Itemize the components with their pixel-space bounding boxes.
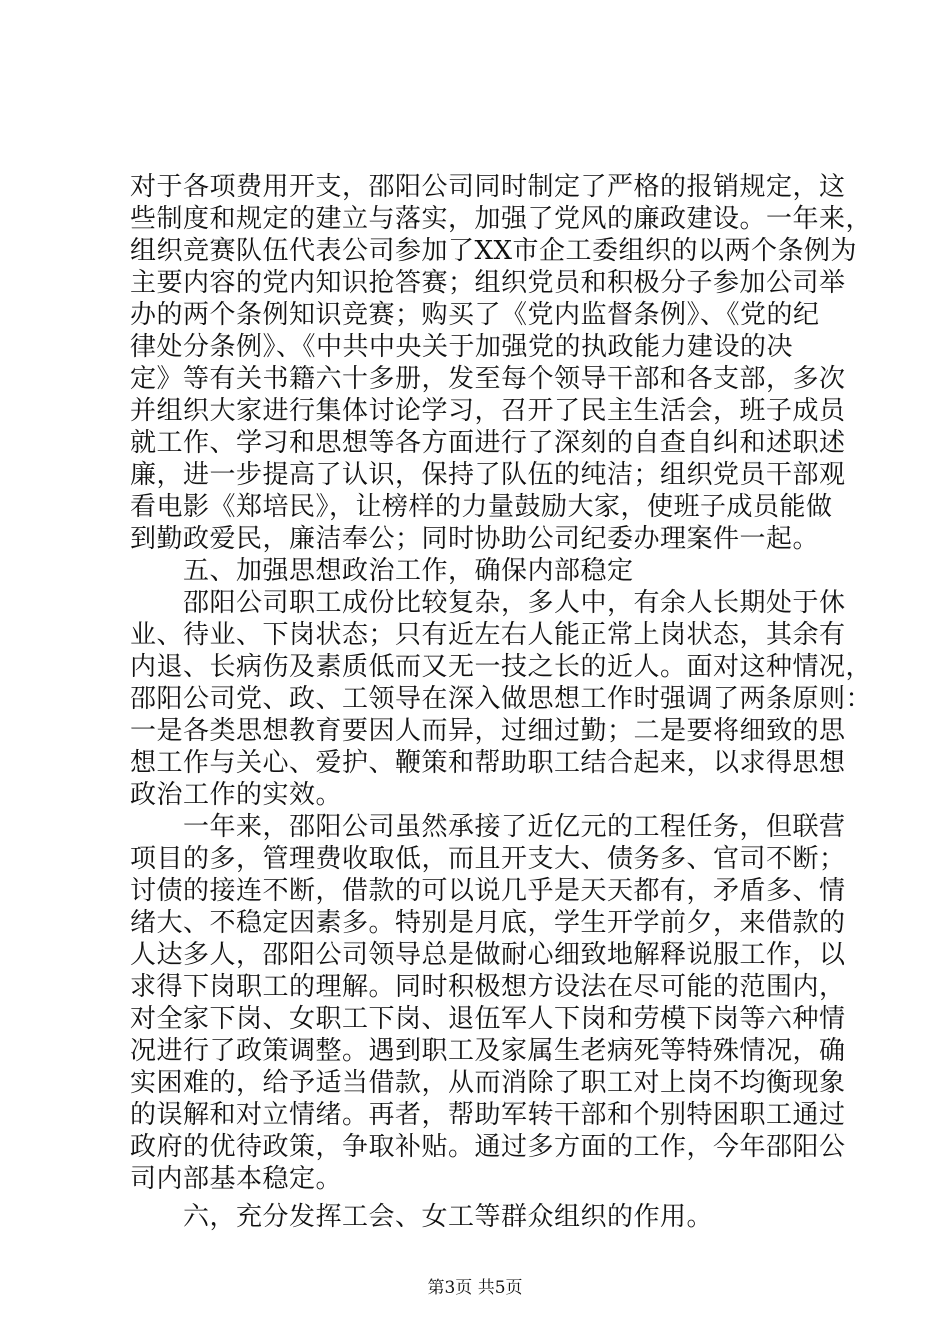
text-line: 一是各类思想教育要因人而异，过细过勤；二是要将细致的思 xyxy=(130,716,846,746)
text-line: 定》等有关书籍六十多册，发至每个领导干部和各支部，多次 xyxy=(130,364,846,394)
text-line: 邵阳公司党、政、工领导在深入做思想工作时强调了两条原则： xyxy=(130,684,873,714)
text-line: 对于各项费用开支，邵阳公司同时制定了严格的报销规定，这 xyxy=(130,172,846,202)
section-heading: 六，充分发挥工会、女工等群众组织的作用。 xyxy=(130,1202,714,1232)
text-line: 主要内容的党内知识抢答赛；组织党员和积极分子参加公司举 xyxy=(130,268,846,298)
text-line: 的误解和对立情绪。再者，帮助军转干部和个别特困职工通过 xyxy=(130,1100,846,1130)
text-line: 内退、长病伤及素质低而又无一技之长的近人。面对这种情况， xyxy=(130,652,873,682)
text-line: 对全家下岗、女职工下岗、退伍军人下岗和劳模下岗等六种情 xyxy=(130,1004,846,1034)
text-line: 政治工作的实效。 xyxy=(130,780,343,810)
text-line: 组织竞赛队伍代表公司参加了XX市企工委组织的以两个条例为 xyxy=(130,236,858,266)
text-line: 求得下岗职工的理解。同时积极想方设法在尽可能的范围内， xyxy=(130,972,846,1002)
text-line: 讨债的接连不断，借款的可以说几乎是天天都有，矛盾多、情 xyxy=(130,876,846,906)
page-number-footer: 第3页 共5页 xyxy=(427,1278,523,1298)
text-line: 业、待业、下岗状态；只有近左右人能正常上岗状态，其余有 xyxy=(130,620,846,650)
text-line: 项目的多，管理费收取低，而且开支大、债务多、官司不断； xyxy=(130,844,846,874)
text-line: 律处分条例》、《中共中央关于加强党的执政能力建设的决 xyxy=(130,332,794,362)
text-line: 一年来，邵阳公司虽然承接了近亿元的工程任务，但联营 xyxy=(130,812,846,842)
text-line: 绪大、不稳定因素多。特别是月底，学生开学前夕，来借款的 xyxy=(130,908,846,938)
text-line: 政府的优待政策，争取补贴。通过多方面的工作，今年邵阳公 xyxy=(130,1132,846,1162)
text-line: 况进行了政策调整。遇到职工及家属生老病死等特殊情况，确 xyxy=(130,1036,846,1066)
text-line: 司内部基本稳定。 xyxy=(130,1164,343,1194)
text-line: 廉，进一步提高了认识，保持了队伍的纯洁；组织党员干部观 xyxy=(130,460,846,490)
text-line: 并组织大家进行集体讨论学习，召开了民主生活会，班子成员 xyxy=(130,396,846,426)
text-line: 邵阳公司职工成份比较复杂，多人中，有余人长期处于休 xyxy=(130,588,846,618)
text-line: 些制度和规定的建立与落实，加强了党风的廉政建设。一年来， xyxy=(130,204,873,234)
text-line: 就工作、学习和思想等各方面进行了深刻的自查自纠和述职述 xyxy=(130,428,846,458)
text-line: 办的两个条例知识竞赛；购买了《党内监督条例》、《党的纪 xyxy=(130,300,820,330)
section-heading: 五、加强思想政治工作，确保内部稳定 xyxy=(130,556,634,586)
text-line: 人达多人，邵阳公司领导总是做耐心细致地解释说服工作，以 xyxy=(130,940,846,970)
text-line: 看电影《郑培民》，让榜样的力量鼓励大家，使班子成员能做 xyxy=(130,492,833,522)
text-line: 实困难的，给予适当借款，从而消除了职工对上岗不均衡现象 xyxy=(130,1068,846,1098)
text-line: 到勤政爱民，廉洁奉公；同时协助公司纪委办理案件一起。 xyxy=(130,524,820,554)
text-line: 想工作与关心、爱护、鞭策和帮助职工结合起来，以求得思想 xyxy=(130,748,846,778)
